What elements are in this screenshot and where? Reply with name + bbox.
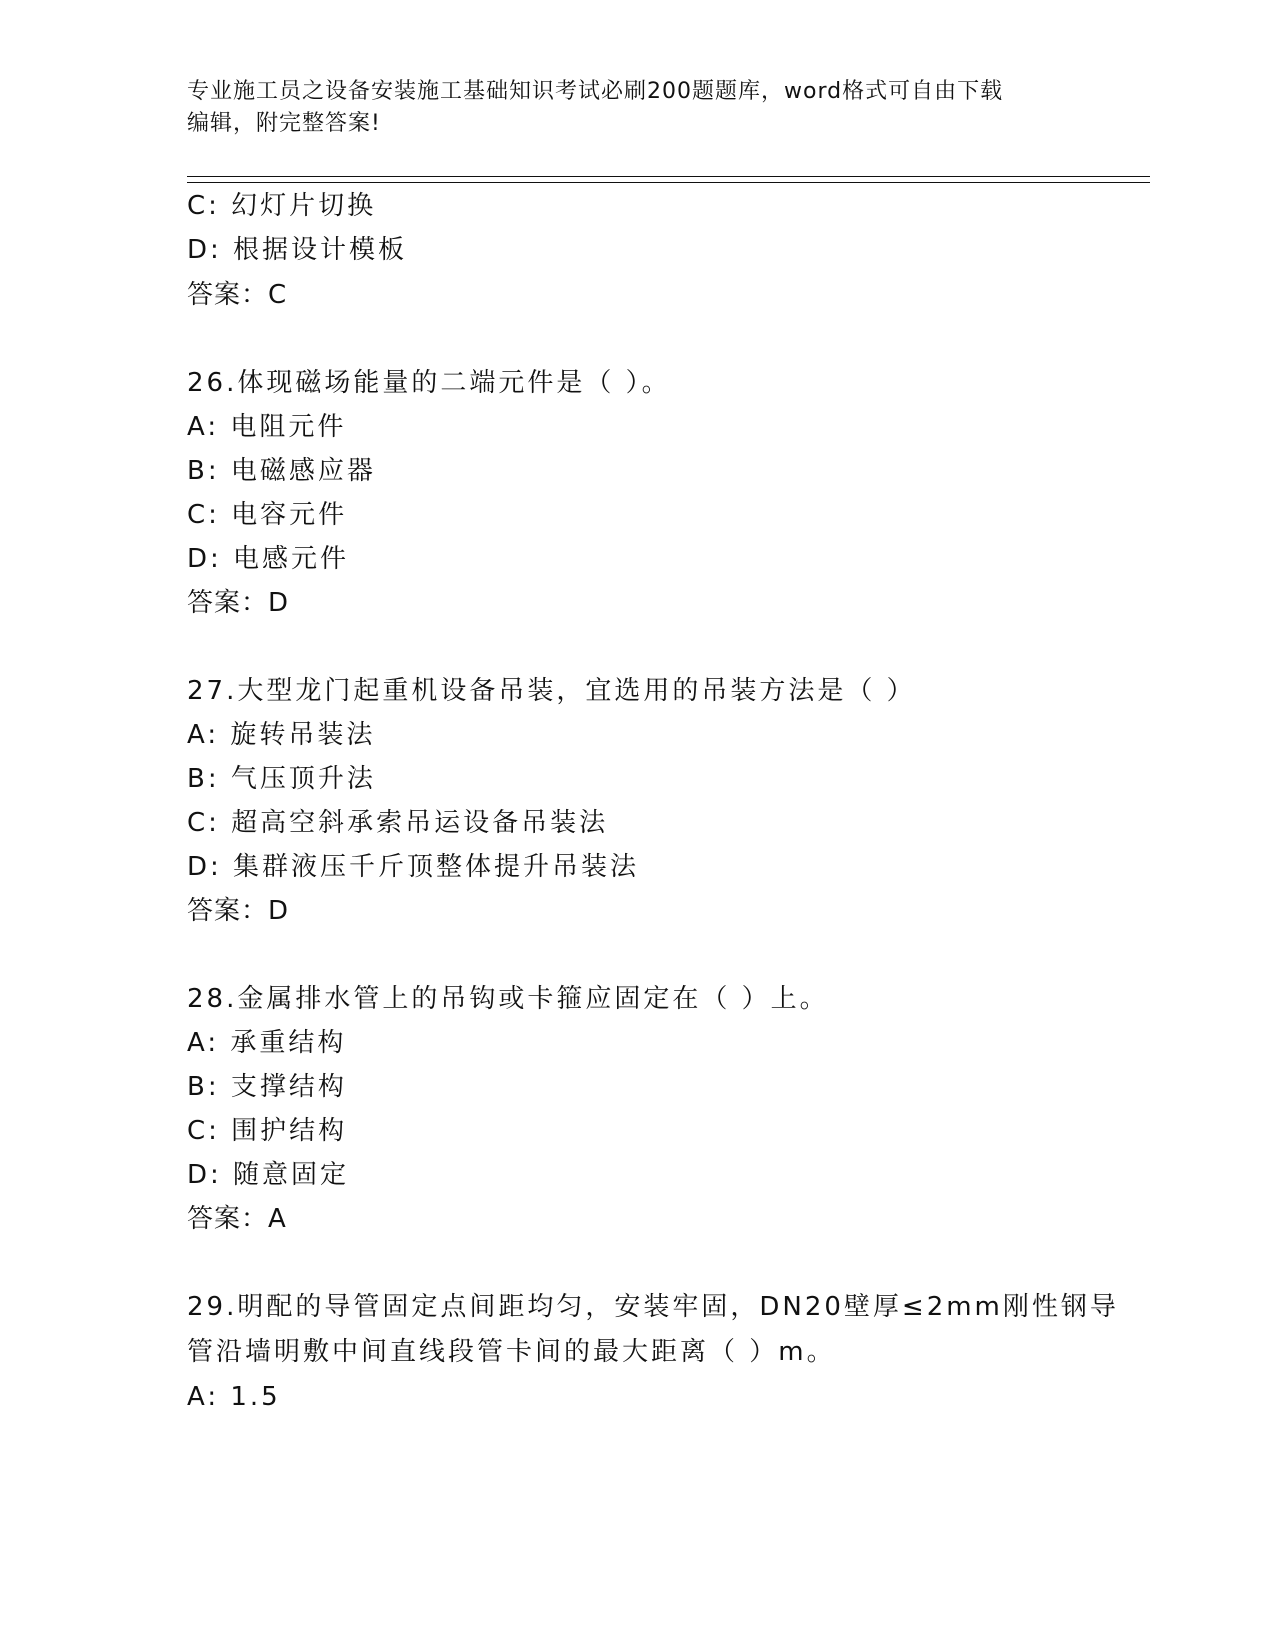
q29-option-a: A: 1.5 bbox=[187, 1382, 281, 1412]
q28-answer: 答案：A bbox=[187, 1204, 287, 1234]
q29-question-line-1: 29.明配的导管固定点间距均匀，安装牢固，DN20壁厚≤2mm刚性钢导 bbox=[187, 1292, 1119, 1322]
q27-answer: 答案：D bbox=[187, 896, 290, 926]
header-title-line-1: 专业施工员之设备安装施工基础知识考试必刷200题题库，word格式可自由下载 bbox=[187, 79, 1004, 104]
q28-option-b: B: 支撑结构 bbox=[187, 1072, 347, 1102]
q28-question: 28.金属排水管上的吊钩或卡箍应固定在（ ）上。 bbox=[187, 984, 829, 1014]
q27-option-b: B: 气压顶升法 bbox=[187, 764, 376, 794]
prev-answer: 答案：C bbox=[187, 280, 288, 310]
q26-answer: 答案：D bbox=[187, 588, 290, 618]
q27-question: 27.大型龙门起重机设备吊装，宜选用的吊装方法是（ ） bbox=[187, 676, 916, 706]
q27-option-c: C: 超高空斜承索吊运设备吊装法 bbox=[187, 808, 609, 838]
prev-option-d: D: 根据设计模板 bbox=[187, 235, 408, 265]
q27-option-d: D: 集群液压千斤顶整体提升吊装法 bbox=[187, 852, 640, 882]
header-divider-bottom bbox=[187, 182, 1150, 183]
q26-option-d: D: 电感元件 bbox=[187, 544, 350, 574]
header-divider-top bbox=[187, 176, 1150, 177]
q26-option-b: B: 电磁感应器 bbox=[187, 456, 376, 486]
header-title-line-2: 编辑，附完整答案! bbox=[187, 111, 381, 136]
q29-question-line-2: 管沿墙明敷中间直线段管卡间的最大距离（ ）m。 bbox=[187, 1337, 836, 1367]
q26-option-c: C: 电容元件 bbox=[187, 500, 348, 530]
q26-option-a: A: 电阻元件 bbox=[187, 412, 347, 442]
document-header bbox=[187, 76, 1067, 140]
q28-option-a: A: 承重结构 bbox=[187, 1028, 347, 1058]
prev-option-c: C: 幻灯片切换 bbox=[187, 191, 377, 221]
q28-option-c: C: 围护结构 bbox=[187, 1116, 348, 1146]
q28-option-d: D: 随意固定 bbox=[187, 1160, 350, 1190]
q26-question: 26.体现磁场能量的二端元件是（ ）。 bbox=[187, 368, 671, 398]
q27-option-a: A: 旋转吊装法 bbox=[187, 720, 376, 750]
